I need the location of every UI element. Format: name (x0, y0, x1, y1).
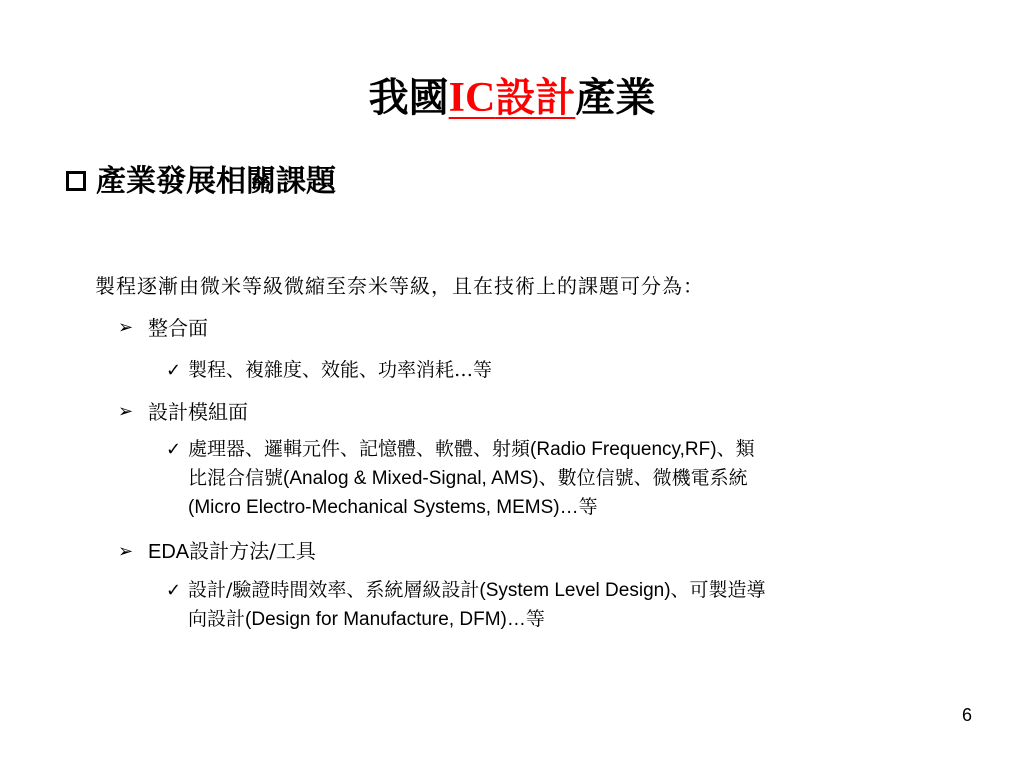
title-suffix: 產業 (575, 74, 656, 121)
topic-eda-tools (118, 535, 316, 568)
check-bullet-icon: ✓ (166, 580, 182, 601)
topic-label: 整合面 (148, 316, 208, 340)
arrow-bullet-icon: ➢ (118, 317, 134, 338)
arrow-bullet-icon: ➢ (118, 540, 134, 562)
topic-eda-tools-detail (166, 576, 968, 634)
slide-title (0, 70, 1024, 126)
check-bullet-icon: ✓ (166, 360, 182, 381)
title-highlight-latin: IC (448, 75, 496, 121)
topic-label: EDA設計方法/工具 (148, 539, 316, 563)
section-heading-text: 產業發展相關課題 (96, 164, 336, 199)
topic-integration-detail (166, 356, 968, 385)
square-bullet-icon (66, 171, 86, 191)
detail-text: 設計/驗證時間效率、系統層級設計(System Level Design)、可製造導 向設計(Design for Manufacture, DFM)…等 (188, 579, 766, 630)
topic-design-modules-detail (166, 435, 968, 522)
title-prefix: 我國 (368, 74, 449, 121)
title-highlight (449, 74, 576, 121)
intro-text: 製程逐漸由微米等級微縮至奈米等級，且在技術上的課題可分為： (95, 274, 704, 298)
page-number: 6 (961, 705, 972, 725)
topic-integration (118, 312, 208, 344)
topic-design-modules (118, 396, 248, 428)
topic-label: 設計模組面 (148, 400, 248, 424)
detail-text: 製程、複雜度、效能、功率消耗…等 (188, 359, 493, 381)
detail-text: 處理器、邏輯元件、記憶體、軟體、射頻(Radio Frequency,RF)、類 比混合信號(Analog & Mixed-Signal, AMS)、數位信號、微機電系統 (Micro Electro-Mechanical Systems, MEMS)…等 (188, 438, 755, 518)
title-highlight-cjk: 設計 (495, 74, 576, 121)
section-heading (66, 160, 336, 204)
check-bullet-icon: ✓ (166, 439, 182, 460)
arrow-bullet-icon: ➢ (118, 401, 134, 422)
